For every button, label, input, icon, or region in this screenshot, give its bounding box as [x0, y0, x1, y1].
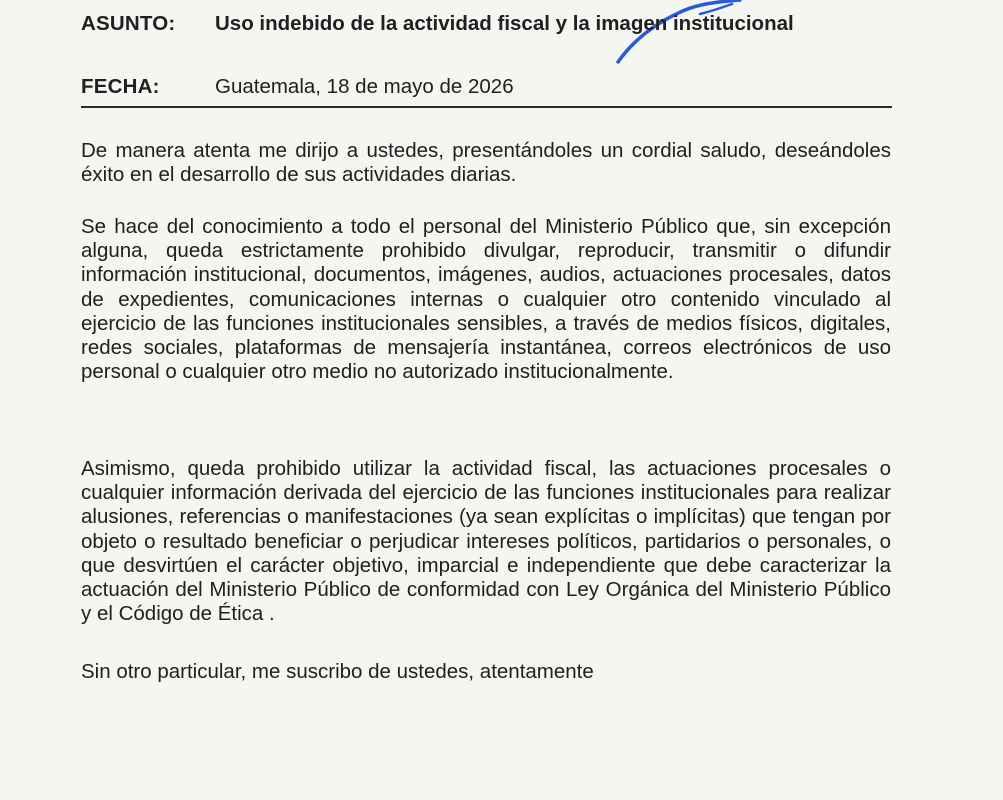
asunto-row [81, 11, 794, 37]
asunto-label: ASUNTO: [81, 12, 176, 35]
fecha-row [81, 74, 514, 100]
paragraph-closing: Sin otro particular, me suscribo de ustedes, atentamente [81, 660, 594, 683]
fecha-value: Guatemala, 18 de mayo de 2026 [215, 75, 514, 98]
header-divider [81, 106, 892, 108]
fecha-label: FECHA: [81, 75, 160, 98]
paragraph-prohibition-disclosure: Se hace del conocimiento a todo el personal del Ministerio Público que, sin excepción alguna, queda estrictamente prohibido divulgar, reproducir, transmitir o difundir información institucional, documentos, imágenes, audios, actuaciones procesales, datos de expedientes, comunicaciones internas o cualquier otro contenido vinculado al ejercicio de las funciones institucionales sensibles, a través de medios físicos, digitales, redes sociales, plataformas de mensajería instantánea, correos electrónicos de uso personal o cualquier otro medio no autorizado institucionalmente. [81, 215, 891, 384]
paragraph-prohibition-political-use: Asimismo, queda prohibido utilizar la actividad fiscal, las actuaciones procesales o cualquier información derivada del ejercicio de las funciones institucionales para realizar alusiones, referencias o manifestaciones (ya sean explícitas o implícitas) que tengan por objeto o resultado beneficiar o perjudicar intereses políticos, partidarios o personales, o que desvirtúen el carácter objetivo, imparcial e independiente que debe caracterizar la actuación del Ministerio Público de conformidad con Ley Orgánica del Ministerio Público y el Código de Ética . [81, 457, 891, 626]
asunto-value: Uso indebido de la actividad fiscal y la imagen institucional [215, 12, 794, 35]
paragraph-greeting: De manera atenta me dirijo a ustedes, presentándoles un cordial saludo, deseándoles éxito en el desarrollo de sus actividades diarias. [81, 139, 891, 187]
